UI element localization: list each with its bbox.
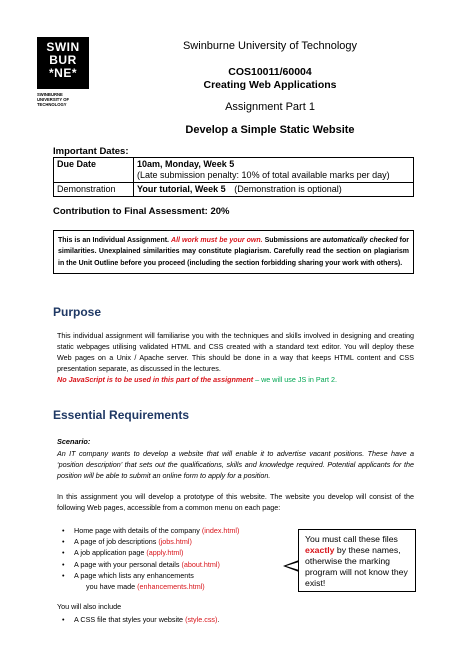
table-row: [54, 158, 414, 183]
due-date-label: Due Date: [54, 158, 134, 183]
no-js-warning: No JavaScript is to be used in this part of the assignment: [57, 375, 254, 385]
page-desc: Home page with details of the company: [74, 526, 202, 535]
swinburne-logo: [37, 37, 89, 89]
filename-callout: [298, 529, 416, 592]
page-desc-line2: [74, 581, 302, 592]
also-include: You will also include: [57, 602, 122, 611]
logo-caption-1: SWINBURNE: [37, 92, 63, 97]
page-file: (index.html): [201, 526, 240, 535]
page-file: (jobs.html): [158, 537, 192, 547]
demo-cell: [134, 183, 414, 197]
due-date-value: 10am, Monday, Week 5: [137, 159, 235, 169]
notice-p5: for similarities. Unexplained similarities may constitute plagiarism. Carefully read the section on plagiarism in the Unit Outline before you proceed (including the section forbidding sharing your work with others).: [58, 237, 409, 267]
requirements-heading: Essential Requirements: [53, 408, 190, 422]
purpose-text: [57, 330, 414, 385]
css-end: .: [217, 615, 220, 624]
callout-text-c: by these names, otherwise the marking program will not know they exist!: [305, 545, 408, 588]
intro-text: In this assignment you will develop a prototype of this website. The website you develop will consist of the following Web pages, accessible from a common menu on each page:: [57, 492, 414, 513]
page-desc: A page which lists any enhancements: [74, 570, 194, 580]
assignment-part: Assignment Part 1: [225, 101, 315, 113]
due-date-note: (Late submission penalty: 10% of total available marks per day): [137, 170, 390, 180]
plagiarism-notice: [53, 230, 414, 274]
page-file: (apply.html): [146, 548, 184, 558]
logo-caption: [37, 92, 97, 107]
js-part2-note: – we will use JS in Part 2.: [253, 375, 337, 385]
logo-caption-3: TECHNOLOGY: [37, 102, 67, 107]
logo-line-1: SWIN: [46, 40, 80, 54]
logo-line-2: BUR: [49, 53, 77, 67]
purpose-paragraph: This individual assignment will familiarise you with the techniques and skills involved in designing and creating static webpages utilising validated HTML and CSS created with a standard text editor. You will deploy these Web pages on a Unix / Apache server. This should be done in a way that keeps HTML content and CSS presentation separate, as discussed in the lectures.: [57, 331, 414, 374]
dates-table: [53, 157, 414, 197]
scenario-heading: Scenario:: [57, 437, 91, 446]
page-desc: A job application page: [74, 548, 147, 558]
demo-note: (Demonstration is optional): [234, 184, 342, 194]
css-desc: A CSS file that styles your website: [74, 615, 186, 624]
logo-line-3: *NE*: [48, 66, 77, 80]
page-desc: A page of job descriptions: [74, 537, 159, 547]
callout-text-a: You must call these files: [305, 534, 398, 544]
unit-title: Creating Web Applications: [203, 79, 337, 91]
list-item: [62, 525, 302, 536]
list-item: [62, 570, 302, 592]
notice-p1: This is an Individual Assignment.: [58, 237, 169, 244]
page-file: (about.html): [181, 559, 220, 569]
list-item: [62, 614, 219, 625]
scenario-text: An IT company wants to develop a website that will enable it to advertise vacant positions. These have a ‘position description’ that sets out the qualifications, skills and knowledge required. Potential applicants for the position will be able to submit an online form to apply for a position.: [57, 449, 414, 481]
css-file: (style.css): [185, 615, 218, 624]
dates-heading: Important Dates:: [53, 146, 129, 157]
notice-auto-checked: automatically checked: [322, 237, 398, 244]
callout-exactly: exactly: [305, 545, 335, 555]
demo-value: Your tutorial, Week 5: [137, 184, 226, 194]
table-row: [54, 183, 414, 197]
page-desc: A page with your personal details: [74, 559, 182, 569]
notice-p3: Submissions are: [264, 237, 321, 244]
page-desc-2: you have made: [86, 582, 138, 592]
assignment-title: Develop a Simple Static Website: [185, 124, 355, 136]
page-file: (enhancements.html): [137, 582, 205, 592]
purpose-heading: Purpose: [53, 305, 102, 319]
notice-own-work: All work must be your own.: [171, 237, 263, 244]
css-list: [62, 614, 219, 625]
university-name: Swinburne University of Technology: [182, 40, 358, 52]
list-item: [62, 536, 302, 547]
contribution: Contribution to Final Assessment: 20%: [53, 206, 230, 217]
logo-caption-2: UNIVERSITY OF: [37, 97, 70, 102]
pages-list: [62, 525, 302, 592]
due-date-cell: [134, 158, 414, 183]
list-item: [62, 547, 302, 558]
unit-code: COS10011/60004: [228, 66, 312, 78]
list-item: [62, 559, 302, 570]
demo-label: Demonstration: [54, 183, 134, 197]
